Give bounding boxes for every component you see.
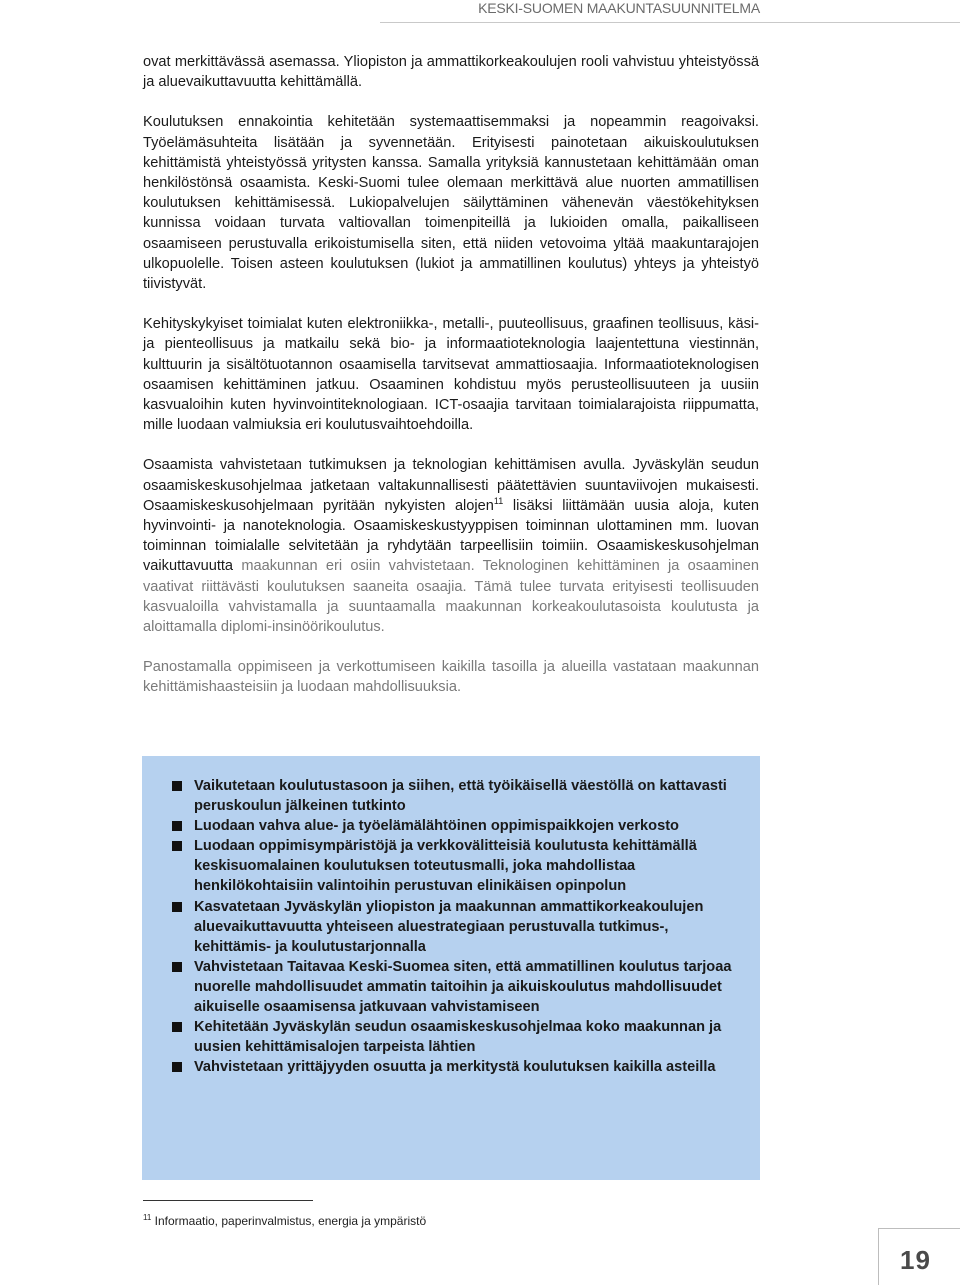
square-bullet-icon [172,902,182,912]
highlight-box [142,756,760,1180]
page-number: 19 [900,1245,931,1275]
footnote-text: Informaatio, paperinvalmistus, energia ja ympäristö [154,1214,427,1228]
list-item: Vahvistetaan yrittäjyyden osuutta ja merkitystä koulutuksen kaikilla asteilla [172,1057,736,1077]
footnote [143,1213,426,1228]
body-text [143,52,759,718]
list-item: Kasvatetaan Jyväskylän yliopiston ja maakunnan ammattikorkeakoulujen aluevaikuttavuutta yhteiseen aluestrategiaan perustuvalla tutkimus-, kehittämis- ja koulutustarjonnalla [172,897,736,957]
square-bullet-icon [172,781,182,791]
running-header [380,0,960,23]
paragraph-4 [143,455,759,637]
list-item: Kehitetään Jyväskylän seudun osaamiskeskusohjelmaa koko maakunnan ja uusien kehittämisalojen tarpeista lähtien [172,1017,736,1057]
square-bullet-icon [172,1062,182,1072]
square-bullet-icon [172,1022,182,1032]
footnote-reference: 11 [493,496,504,506]
footnote-divider [143,1200,313,1201]
paragraph-3: Kehityskykyiset toimialat kuten elektroniikka-, metalli-, puuteollisuus, graafinen teollisuus, käsi- ja pienteollisuus ja matkailu sekä bio- ja informaatioteknologia laajentettuna viestinnän, kulttuurin ja sisältötuotannon osaamisella tarvitsevat ammattiosaajia. Informaatioteknologisen osaamisen kehittäminen jatkuu. Osaaminen kohdistuu myös perusteollisuuteen ja uusiin kasvualoihin kuten hyvinvointiteknologiaan. ICT-osaajia tarvitaan toimialarajoista riippumatta, mille luodaan valmiuksia eri koulutusvaihtoehdoilla. [143,316,759,434]
paragraph-4-part-a: Osaamista vahvistetaan tutkimuksen ja teknologian kehittämisen avulla. Jyväskylän seudun osaamiskeskusohjelmaa jatketaan valtakunnallisesti päätettävien suuntaviivojen mukaisesti. Osaamiskeskusohjelmaan pyritään nykyisten alojen [143,457,759,514]
square-bullet-icon [172,962,182,972]
paragraph-1: ovat merkittävässä asemassa. Yliopiston ja ammattikorkeakoulujen rooli vahvistuu yhteistyössä ja aluevaikuttavuutta kehittämällä. [143,54,759,91]
list-item: Vahvistetaan Taitavaa Keski-Suomea siten, että ammatillinen koulutus tarjoaa nuorelle mahdollisuudet ammatin taitoihin ja aikuiskoulutus mahdollisuudet aikuiselle osaamisensa jatkuvaan vahvistamiseen [172,957,736,1017]
square-bullet-icon [172,841,182,851]
square-bullet-icon [172,821,182,831]
list-item: Luodaan vahva alue- ja työelämälähtöinen oppimispaikkojen verkosto [172,816,736,836]
paragraph-5: Panostamalla oppimiseen ja verkottumiseen kaikilla tasoilla ja alueilla vastataan maakunnan kehittämishaasteisiin ja luodaan mahdollisuuksia. [143,659,759,696]
paragraph-4-part-b: lisäksi liittämään uusia aloja, kuten hyvinvointi- ja nanoteknologia. Osaamiskeskustyyppisen toiminnan ulottaminen mm. luovan toiminnan toimialalle selvitetään ja ryhdytään tarpeellisiin toimiin. Osaamiskeskusohjelman vaikuttavuutta [143,497,759,575]
list-item: Luodaan oppimisympäristöjä ja verkkovälitteisiä koulutusta kehittämällä keskisuomalainen koulutuksen toteutusmalli, joka mahdollistaa henkilökohtaisiin valintoihin perustuvan elinikäisen opinpolun [172,836,736,896]
list-item: Vaikutetaan koulutustasoon ja siihen, että työikäisellä väestöllä on kattavasti peruskoulun jälkeinen tutkinto [172,776,736,816]
footnote-number: 11 [143,1213,152,1222]
paragraph-2: Koulutuksen ennakointia kehitetään systemaattisemmaksi ja nopeammin reagoivaksi. Työelämäsuhteita lisätään ja syvennetään. Erityisesti painotetaan aikuiskoulutuksen kehittämistä yhteistyössä yritysten kanssa. Samalla yrityksiä kannustetaan kehittämään oman henkilöstönsä osaamista. Keski-Suomi tulee olemaan merkittävä alue nuorten ammatillisen koulutuksen kehittämisessä. Lukiopalvelujen säilyttäminen vähenevän väestökehityksen kunnissa voidaan turvata valtiovallan toimenpiteillä ja lukioiden omalla, paikalliseen osaamiseen perustuvalla erikoistumisella siten, että niiden vetovoima yltää maakuntarajojen ulkopuolelle. Toisen asteen koulutuksen (lukiot ja ammatillinen koulutus) yhteys ja yhteistyö tiivistyvät. [143,114,759,293]
header-title: KESKI-SUOMEN MAAKUNTASUUNNITELMA [478,0,760,16]
goals-list [142,756,760,1077]
paragraph-4-part-c: maakunnan eri osiin vahvistetaan. Teknologinen kehittäminen ja osaaminen vaativat riittävästi koulutuksen saaneita osaajia. Tämä tulee turvata erityisesti teollisuuden kasvualoilla vahvistamalla ja suuntaamalla maakunnan korkeakoulutasoista koulutusta ja aloittamalla diplomi-insinöörikoulutus. [143,558,759,636]
